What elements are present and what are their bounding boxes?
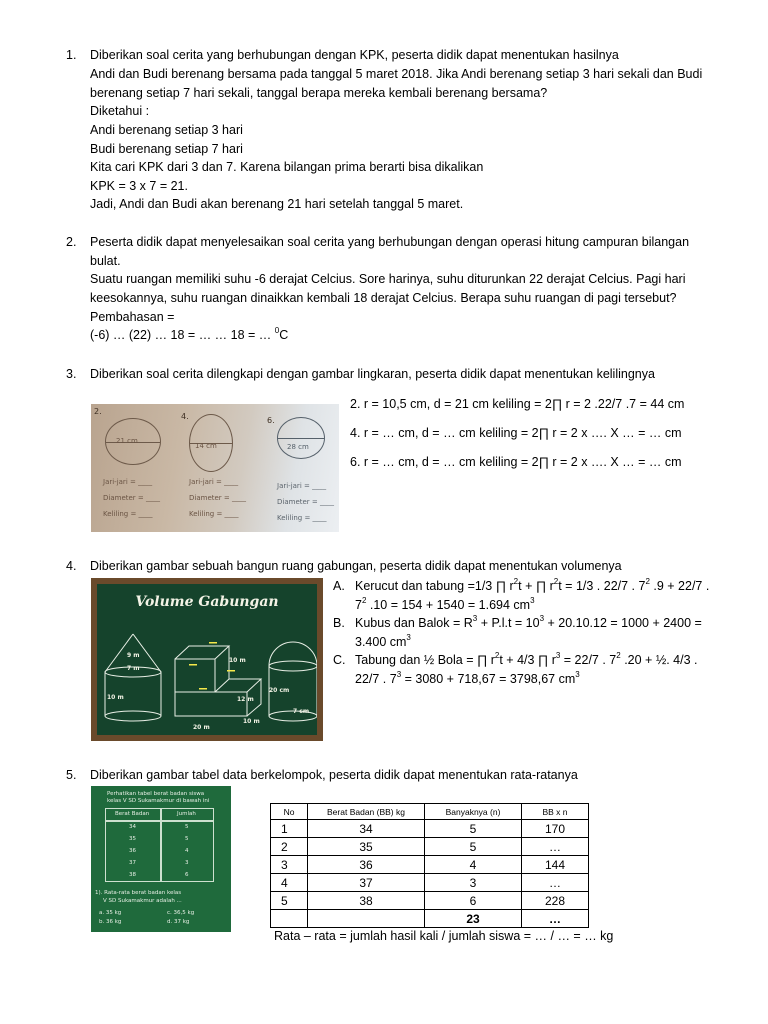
circles-worksheet-photo: [91, 404, 339, 532]
board-label: 7 cm: [293, 708, 310, 715]
chalkboard-image: [91, 578, 323, 741]
photo-label: Jari-jari = ____: [103, 478, 153, 486]
board-label: 10 m: [243, 718, 260, 725]
photo-text: d. 37 kg: [167, 919, 190, 925]
photo-text: 36: [129, 848, 136, 854]
table-row: [271, 892, 589, 910]
question-text: Kita cari KPK dari 3 dan 7. Karena bilangan prima berarti bisa dikalikan: [90, 160, 484, 174]
photo-text: Berat Badan: [115, 811, 150, 817]
table-cell: …: [522, 874, 589, 892]
photo-text: Jumlah: [177, 811, 196, 817]
photo-label: Diameter = ____: [277, 498, 335, 506]
table-cell: 35: [308, 838, 425, 856]
board-title: Volume Gabungan: [135, 594, 279, 610]
photo-label: Diameter = ____: [189, 494, 247, 502]
total-cell: …: [522, 910, 589, 928]
table-cell: [271, 910, 308, 928]
total-cell: 23: [425, 910, 522, 928]
column-header: Berat Badan (BB) kg: [308, 804, 425, 820]
table-cell: [308, 910, 425, 928]
table-cell: 1: [271, 820, 308, 838]
photo-text: 37: [129, 860, 136, 866]
board-label: 7 m: [127, 665, 140, 672]
question-text: Budi berenang setiap 7 hari: [90, 142, 243, 156]
table-cell: 34: [308, 820, 425, 838]
table-row: [271, 874, 589, 892]
table-cell: 3: [271, 856, 308, 874]
answer-letter: B.: [333, 616, 345, 630]
photo-text: a. 35 kg: [99, 910, 122, 916]
table-cell: 6: [425, 892, 522, 910]
question-number: 4.: [66, 559, 77, 573]
column-header: BB x n: [522, 804, 589, 820]
board-label: 12 m: [237, 696, 254, 703]
photo-label: Keliling = ____: [103, 510, 153, 518]
table-cell: 5: [425, 838, 522, 856]
board-label: 9 m: [127, 652, 140, 659]
photo-label: 28 cm: [287, 443, 309, 451]
question-title: Diberikan gambar sebuah bangun ruang gabungan, peserta didik dapat menentukan volumenya: [90, 559, 622, 573]
green-table-photo: [91, 786, 231, 932]
board-label: 10 m: [107, 694, 124, 701]
photo-label: 4.: [181, 412, 189, 421]
board-label: 20 cm: [269, 687, 290, 694]
data-table: [270, 803, 589, 928]
table-cell: 37: [308, 874, 425, 892]
question-text: Andi dan Budi berenang bersama pada tanggal 5 maret 2018. Jika Andi berenang setiap 3 hari sekali dan Budi: [90, 67, 703, 81]
question-text: Suatu ruangan memiliki suhu -6 derajat Celcius. Sore harinya, suhu diturunkan 22 derajat Celcius. Pagi hari: [90, 272, 686, 286]
answer-letter: C.: [333, 653, 346, 667]
answer-letter: A.: [333, 579, 345, 593]
table-cell: 5: [425, 820, 522, 838]
table-cell: 5: [271, 892, 308, 910]
photo-label: 2.: [94, 407, 102, 416]
photo-text: 5: [185, 836, 189, 842]
table-cell: 38: [308, 892, 425, 910]
table-cell: 228: [522, 892, 589, 910]
circle-figure: [277, 417, 325, 459]
question-title: Peserta didik dapat menyelesaikan soal cerita yang berhubungan dengan operasi hitung campuran bilangan: [90, 235, 690, 249]
table-cell: 144: [522, 856, 589, 874]
photo-text: 34: [129, 824, 136, 830]
question-text: Jadi, Andi dan Budi akan berenang 21 hari setelah tanggal 5 maret.: [90, 197, 464, 211]
formula-line: (-6) … (22) … 18 = … … 18 = … $^0$C: [90, 325, 289, 342]
photo-text: 6: [185, 872, 189, 878]
photo-text: 38: [129, 872, 136, 878]
board-label: 20 m: [193, 724, 210, 731]
answer-line: Kerucut dan tabung =1/3 ∏ $r^2t$ + ∏ $r^2t = 1/3$ . 22/7 . $7^2$ .9 + 22/7 .: [355, 576, 710, 593]
answer-line: 22/7 . $7^3 = 3080 + 718,67 = 3798,67$ $cm^3$: [355, 669, 580, 686]
table-row: [271, 838, 589, 856]
table-cell: 3: [425, 874, 522, 892]
photo-label: Jari-jari = ____: [277, 482, 327, 490]
question-number: 5.: [66, 768, 77, 782]
table-cell: …: [522, 838, 589, 856]
answer-line: 3.400 $cm^3$: [355, 632, 411, 649]
column-header: No: [271, 804, 308, 820]
question-text: keesokannya, suhu ruangan dinaikkan kembali 18 derajat Celcius. Berapa suhu ruangan di pagi tersebut?: [90, 291, 677, 305]
table-cell: 2: [271, 838, 308, 856]
photo-text: 35: [129, 836, 136, 842]
answer-line: 6. r = … cm, d = … cm keliling = 2∏ r = 2 x …. X … = … cm: [350, 455, 682, 469]
question-title: Diberikan soal cerita yang berhubungan dengan KPK, peserta didik dapat menentukan hasilnya: [90, 48, 619, 62]
photo-label: 21 cm: [116, 437, 138, 445]
question-number: 2.: [66, 235, 77, 249]
question-text: Diketahui :: [90, 104, 150, 118]
question-title: Diberikan gambar tabel data berkelompok, peserta didik dapat menentukan rata-ratanya: [90, 768, 578, 782]
answer-line: Tabung dan ½ Bola = ∏ $r^2t + 4/3$ ∏ $r^3 = 22/7$ . $7^2$ .20 + ½. 4/3 .: [355, 650, 698, 667]
table-cell: 4: [271, 874, 308, 892]
mean-formula: Rata – rata = jumlah hasil kali / jumlah siswa = … / … = … kg: [274, 929, 614, 943]
table-cell: 4: [425, 856, 522, 874]
photo-label: 6.: [267, 416, 275, 425]
board-label: 10 m: [229, 657, 246, 664]
answer-line: $7^2$ .10 = 154 + 1540 = 1.694 $cm^3$: [355, 595, 535, 612]
photo-label: Diameter = ____: [103, 494, 161, 502]
question-text: berenang setiap 7 hari sekali, tanggal berapa mereka kembali berenang bersama?: [90, 86, 548, 100]
photo-label: Keliling = ____: [277, 514, 327, 522]
answer-line: 4. r = … cm, d = … cm keliling = 2∏ r = 2 x …. X … = … cm: [350, 426, 682, 440]
answer-line: Kubus dan Balok = $R^3 + P.l.t = 10^3 + 20.10.12 = 1000 + 2400$ =: [355, 613, 702, 630]
photo-label: Keliling = ____: [189, 510, 239, 518]
photo-text: 4: [185, 848, 189, 854]
photo-text: b. 36 kg: [99, 919, 122, 925]
photo-text: kelas V SD Sukamakmur di bawah ini: [107, 798, 210, 804]
composite-solids-drawing: [97, 584, 317, 735]
table-row: [271, 820, 589, 838]
question-number: 3.: [66, 367, 77, 381]
photo-text: Perhatikan tabel berat badan siswa: [107, 791, 205, 797]
question-number: 1.: [66, 48, 77, 62]
photo-label: 14 cm: [195, 442, 217, 450]
column-header: Banyaknya (n): [425, 804, 522, 820]
table-header-row: [271, 804, 589, 820]
photo-text: c. 36,5 kg: [167, 910, 195, 916]
answer-line: 2. r = 10,5 cm, d = 21 cm keliling = 2∏ r = 2 .22/7 .7 = 44 cm: [350, 397, 685, 411]
photo-text: V SD Sukamakmur adalah ...: [103, 898, 182, 904]
table-cell: 170: [522, 820, 589, 838]
photo-text: 3: [185, 860, 189, 866]
question-title: Diberikan soal cerita dilengkapi dengan gambar lingkaran, peserta didik dapat menentukan kelilingnya: [90, 367, 655, 381]
photo-text: 5: [185, 824, 189, 830]
question-text: KPK = 3 x 7 = 21.: [90, 179, 188, 193]
photo-label: Jari-jari = ____: [189, 478, 239, 486]
photo-text: 1). Rata-rata berat badan kelas: [95, 890, 182, 896]
table-total-row: [271, 910, 589, 928]
question-text: bulat.: [90, 254, 121, 268]
table-row: [271, 856, 589, 874]
question-text: Pembahasan =: [90, 310, 175, 324]
question-text: Andi berenang setiap 3 hari: [90, 123, 243, 137]
table-cell: 36: [308, 856, 425, 874]
